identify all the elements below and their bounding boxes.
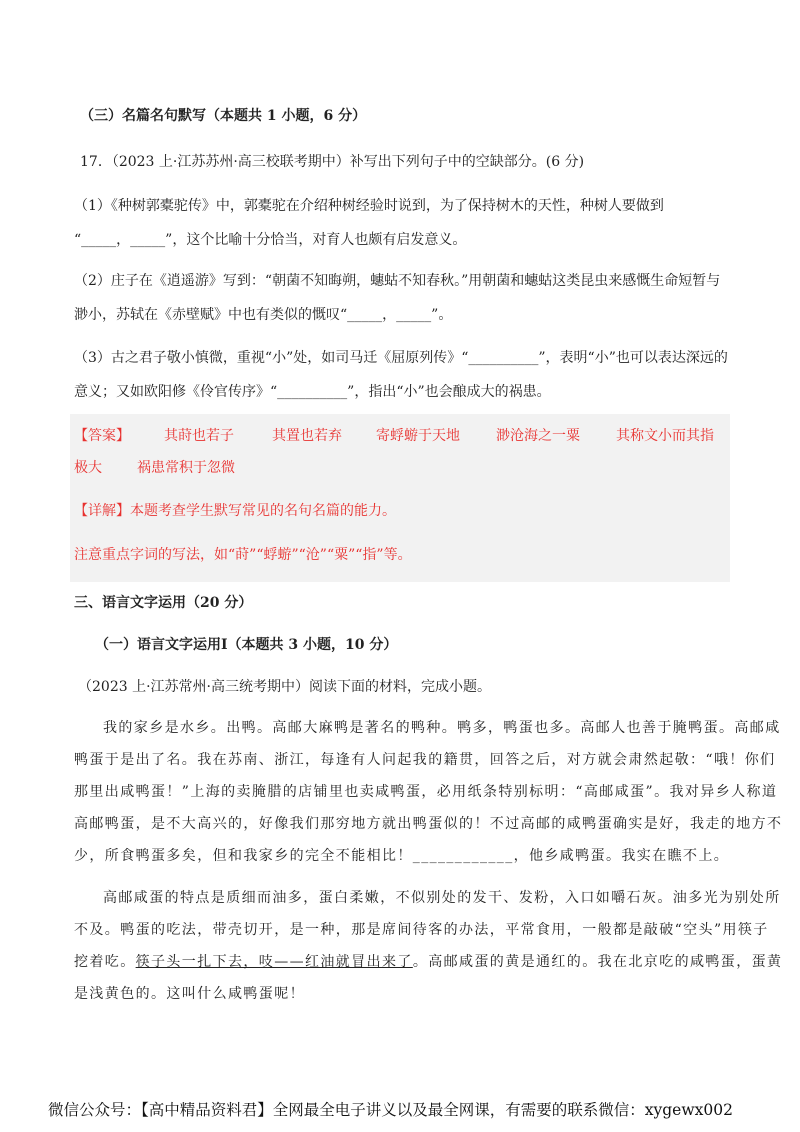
- sub-question-3-line-1: （3）古之君子敬小慎微，重视“小”处，如司马迁《屈原列传》“__________”，表明“小”也可以表达深远的: [74, 350, 728, 366]
- answer-note: 注意重点字词的写法，如“莳”“蜉蝣”“沧”“粟”“指”等。: [74, 547, 412, 563]
- detail-label: 【详解】: [74, 503, 130, 519]
- detail-text: 本题考查学生默写常见的名句名篇的能力。: [130, 503, 396, 519]
- answer-item: 寄蜉蝣于天地: [376, 428, 460, 444]
- passage-p1-line: 鸭蛋于是出了名。我在苏南、浙江，每逢有人问起我的籍贯，回答之后，对方就会肃然起敬：“哦！你们: [74, 752, 776, 768]
- part3-subtitle: （一）语言文字运用Ⅰ（本题共 3 小题，10 分）: [95, 637, 398, 653]
- material-source: （2023 上·江苏常州·高三统考期中）阅读下面的材料，完成小题。: [78, 679, 491, 695]
- sub-question-1-line-1: （1）《种树郭橐驼传》中，郭橐驼在介绍种树经验时说到，为了保持树木的天性，种树人要做到: [74, 198, 664, 214]
- answer-label: 【答案】: [74, 428, 130, 444]
- passage-p1-line: 那里出咸鸭蛋！”上海的卖腌腊的店铺里也卖咸鸭蛋，必用纸条特别标明：“高邮咸蛋”。我对异乡人称道: [74, 784, 778, 800]
- answer-item: 祸患常积于忽微: [137, 460, 235, 476]
- passage-p1-line: 我的家乡是水乡。出鸭。高邮大麻鸭是著名的鸭种。鸭多，鸭蛋也多。高邮人也善于腌鸭蛋。高邮咸: [103, 720, 781, 736]
- passage-p2-line: 是浅黄色的。这叫什么咸鸭蛋呢！: [74, 986, 305, 1002]
- part3-title: 三、语言文字运用（20 分）: [74, 595, 253, 611]
- answer-item: 渺沧海之一粟: [496, 428, 580, 444]
- passage-p2-line: 挖着吃。筷子头一扎下去，吱——红油就冒出来了。高邮咸蛋的黄是通红的。我在北京吃的咸鸭蛋，蛋黄: [74, 954, 783, 970]
- passage-p1-line: 少，所食鸭蛋多矣，但和我家乡的完全不能相比！____________，他乡咸鸭蛋。我实在瞧不上。: [74, 848, 730, 864]
- answer-item: 其莳也若子: [164, 428, 234, 444]
- sub-question-2-line-1: （2）庄子在《逍遥游》写到：“朝菌不知晦朔，蟪蛄不知春秋。”用朝菌和蟪蛄这类昆虫来感慨生命短暂与: [74, 273, 721, 289]
- answer-detail: [74, 500, 396, 520]
- question-stem: 17．（2023 上·江苏苏州·高三校联考期中）补写出下列句子中的空缺部分。(6 分): [80, 154, 585, 170]
- sub-question-3-line-2: 意义；又如欧阳修《伶官传序》“__________”，指出“小”也会酿成大的祸患。: [74, 384, 551, 400]
- answer-item: 极大: [74, 460, 102, 476]
- passage-p2-line: 不及。鸭蛋的吃法，带壳切开，是一种，那是席间待客的办法，平常食用，一般都是敲破“空头”用筷子: [74, 922, 769, 938]
- passage-p1-line: 高邮鸭蛋，是不大高兴的，好像我们那穷地方就出鸭蛋似的！不过高邮的咸鸭蛋确实是好，我走的地方不: [74, 816, 783, 832]
- passage-p2-line: 高邮咸蛋的特点是质细而油多，蛋白柔嫩，不似别处的发干、发粉，入口如嚼石灰。油多光为别处所: [103, 890, 781, 906]
- answer-item: 其置也若弃: [272, 428, 342, 444]
- section3-title: （三）名篇名句默写（本题共 1 小题，6 分）: [80, 108, 367, 124]
- sub-question-1-line-2: “_____，_____”，这个比喻十分恰当，对育人也颇有启发意义。: [74, 232, 467, 248]
- underlined-sentence: 筷子头一扎下去，吱——红油就冒出来了: [135, 954, 413, 970]
- footer-watermark: 微信公众号：【高中精品资料君】全网最全电子讲义以及最全网课，有需要的联系微信：xygewx002: [48, 1101, 733, 1119]
- answer-item: 其称文小而其指: [616, 428, 714, 444]
- sub-question-2-line-2: 渺小，苏轼在《赤壁赋》中也有类似的慨叹“_____，_____”。: [74, 307, 453, 323]
